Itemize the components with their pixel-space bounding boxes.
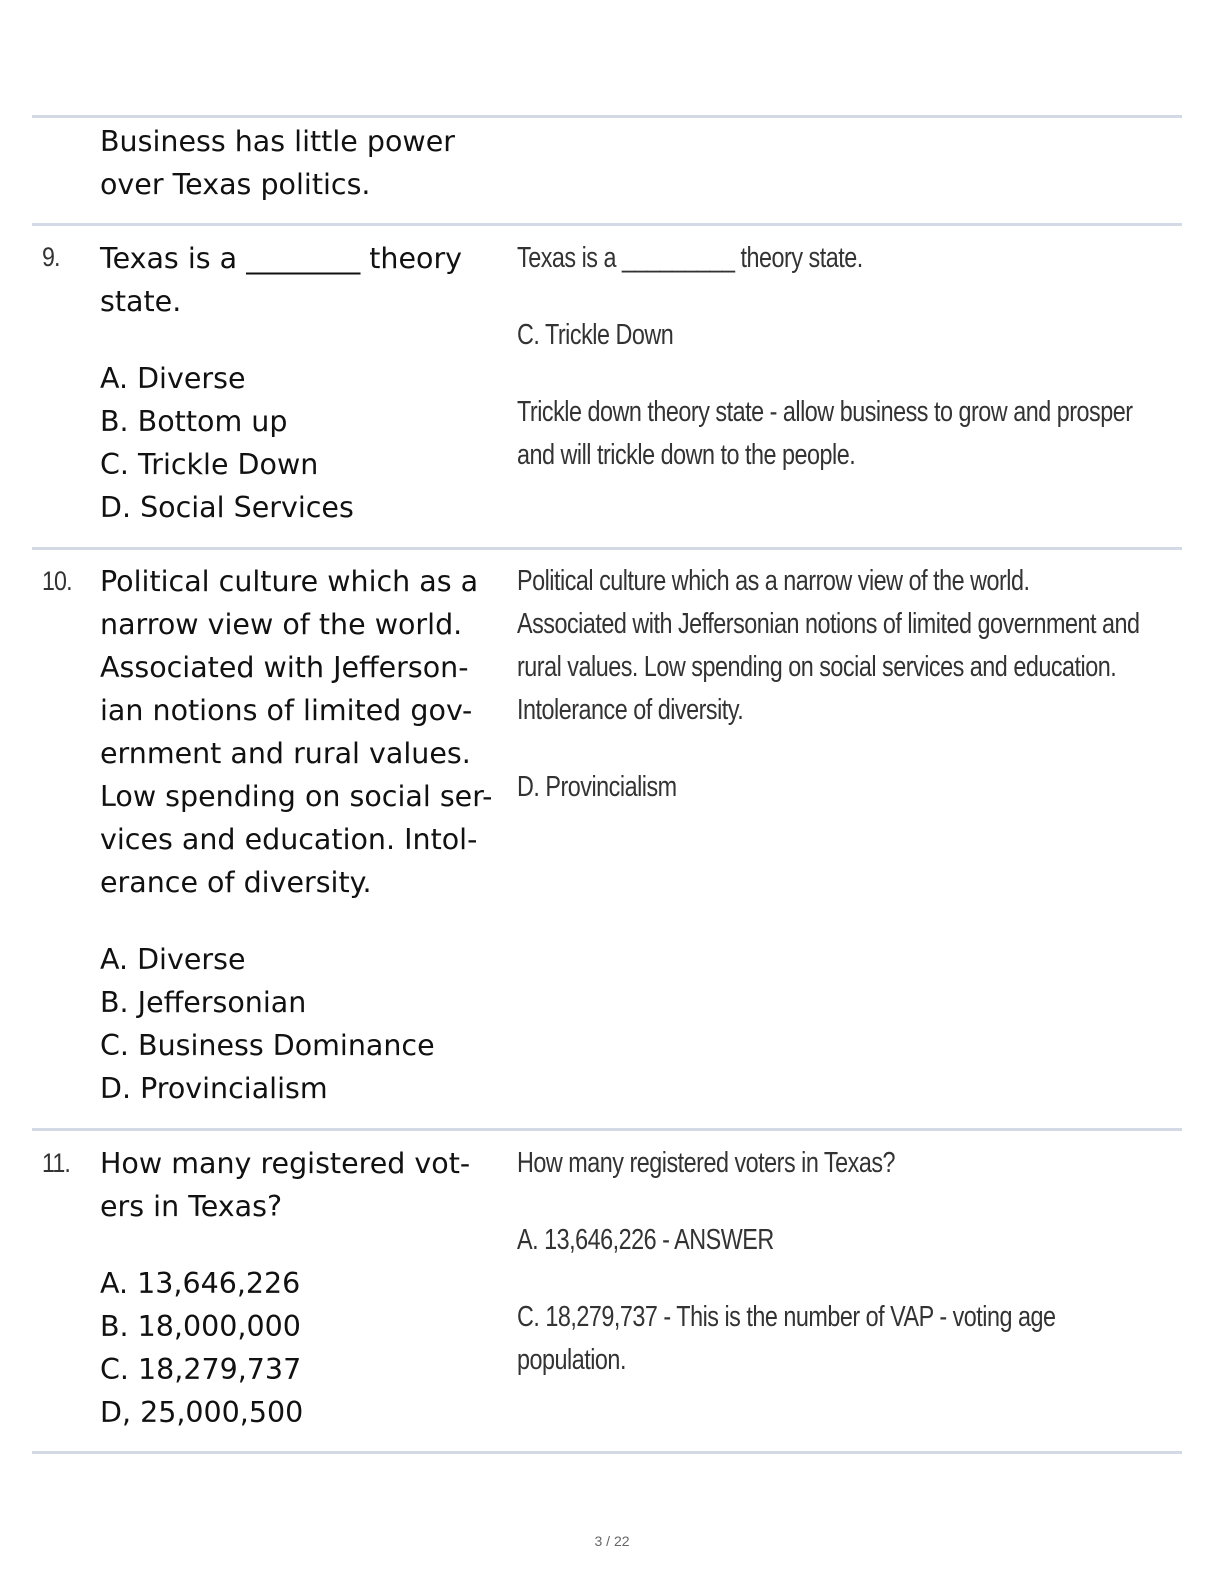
page-indicator: 3 / 22	[594, 1533, 630, 1549]
option: B. Bottom up	[100, 405, 288, 438]
answer-block	[517, 237, 1140, 511]
option: A. Diverse	[100, 943, 246, 976]
continued-question-text	[100, 120, 498, 206]
options-list	[100, 938, 498, 1110]
question-block	[100, 1142, 498, 1434]
question-block	[100, 237, 498, 529]
option: D. Provincialism	[100, 1072, 328, 1105]
option: D. Social Services	[100, 491, 354, 524]
option: C. 18,279,737	[100, 1353, 302, 1386]
options-list	[100, 357, 498, 529]
continued-text: Business has little power over Texas politics.	[100, 125, 455, 201]
answer-paragraph: Trickle down theory state - allow business to grow and prosper and will trickle down to the people.	[517, 396, 1133, 471]
answer-block	[517, 560, 1140, 843]
question-number: 9.	[42, 242, 60, 272]
question-text: Political culture which as a narrow view of the world. Associated with Jefferson- ian notions of limited gov- ernment and rural values. Low spending on social ser- vices and education. Intol- erance of diversity.	[100, 565, 493, 899]
answer-paragraph: C. 18,279,737 - This is the number of VAP - voting age population.	[517, 1301, 1056, 1376]
row-divider	[32, 223, 1182, 226]
options-list	[100, 1262, 498, 1434]
row-divider	[32, 1451, 1182, 1454]
question-text: How many registered vot- ers in Texas?	[100, 1147, 471, 1223]
option: B. Jeffersonian	[100, 986, 307, 1019]
option: A. 13,646,226	[100, 1267, 301, 1300]
option: A. Diverse	[100, 362, 246, 395]
answer-paragraph: How many registered voters in Texas?	[517, 1147, 896, 1179]
question-number: 10.	[42, 566, 72, 596]
question-block	[100, 560, 498, 1110]
answer-paragraph: Political culture which as a narrow view of the world. Associated with Jeffersonian notions of limited government and rural values. Low spending on social services and education. Intolerance of diversity.	[517, 565, 1140, 726]
answer-paragraph: C. Trickle Down	[517, 319, 674, 351]
row-divider	[32, 115, 1182, 118]
answer-paragraph: D. Provincialism	[517, 771, 677, 803]
row-divider	[32, 1128, 1182, 1131]
option: C. Trickle Down	[100, 448, 319, 481]
answer-paragraph: A. 13,646,226 - ANSWER	[517, 1224, 774, 1256]
answer-block	[517, 1142, 1140, 1416]
answer-paragraph: Texas is a _________ theory state.	[517, 242, 863, 274]
question-number: 11.	[42, 1148, 70, 1178]
option: B. 18,000,000	[100, 1310, 301, 1343]
question-text: Texas is a ________ theory state.	[100, 242, 463, 318]
row-divider	[32, 547, 1182, 550]
option: C. Business Dominance	[100, 1029, 435, 1062]
option: D, 25,000,500	[100, 1396, 304, 1429]
